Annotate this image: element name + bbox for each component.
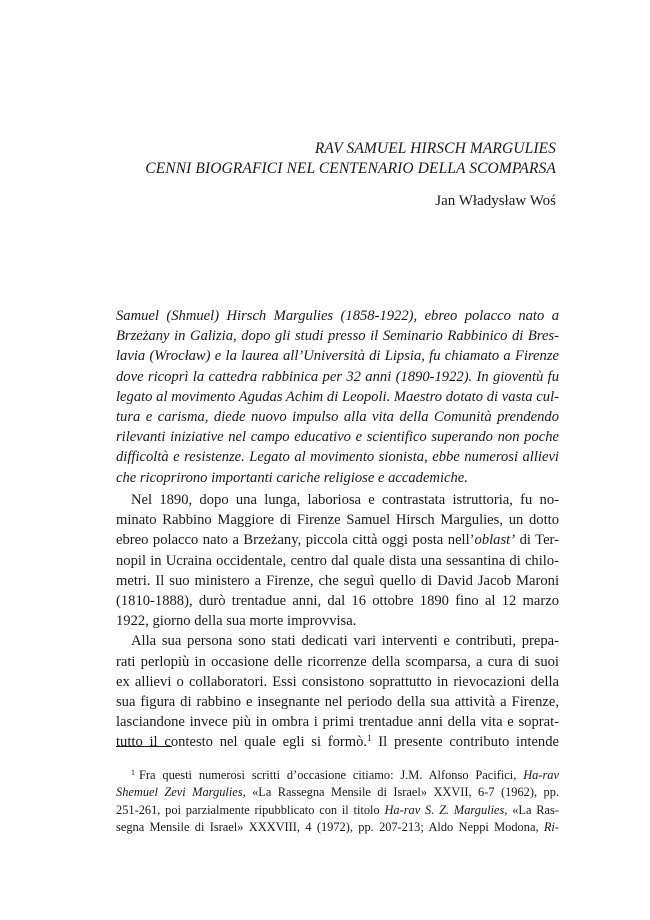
body-text-run: ebreo polacco nato a Brzeżany, piccola città oggi posta nell’	[116, 532, 475, 549]
body-line: lasciandone invece più in ombra i primi trentadue anni della vita e soprat-	[116, 714, 559, 731]
body-line: Alla sua persona sono stati dedicati vari interventi e contributi, prepa-	[131, 633, 559, 650]
footnote-text-run: segna Mensile di Israel» XXXVIII, 4 (1972), pp. 207-213; Aldo Neppi Modona,	[116, 820, 544, 835]
body-text	[116, 490, 559, 753]
body-text-run: tutto il contesto nel quale egli si formò.	[116, 734, 368, 751]
oblast-term: oblast’	[474, 532, 516, 549]
footnote-line	[116, 767, 559, 784]
footnote-text-run: Fra questi numerosi scritti d’occasione citiamo: J.M. Alfonso Pacifici,	[139, 768, 524, 782]
abstract-line: legato al movimento Agudas Achim di Leopoli. Maestro dotato di vasta cul-	[116, 388, 559, 405]
title-line-1: RAV SAMUEL HIRSCH MARGULIES	[314, 140, 556, 157]
abstract-line: Samuel (Shmuel) Hirsch Margulies (1858-1922), ebreo polacco nato a	[116, 308, 559, 324]
abstract	[116, 306, 559, 488]
paragraph-2	[116, 631, 559, 752]
footnote-number: 1	[131, 768, 135, 777]
footnote-text-run: , «La Ras-	[504, 802, 559, 817]
abstract-line: dove ricoprì la cattedra rabbinica per 32 anni (1890-1922). In gioventù fu	[116, 368, 559, 385]
footnote-line	[116, 802, 559, 819]
abstract-line: difficoltà e resistenze. Legato al movimento sionista, ebbe numerosi allievi	[116, 449, 559, 466]
abstract-line: che ricoprirono importanti cariche religiose e accademiche.	[116, 469, 468, 486]
body-line: minato Rabbino Maggiore di Firenze Samuel Hirsch Margulies, un dotto	[116, 512, 559, 529]
article-title	[110, 139, 556, 179]
paragraph-1	[116, 490, 559, 631]
footnote-title-run: Shemuel Zevi Margulies	[116, 785, 243, 800]
body-line: 1922, giorno della sua morte improvvisa.	[116, 613, 357, 630]
footnote-title-run: Ri-	[543, 820, 559, 835]
body-text-run: Il presente contributo intende	[371, 734, 559, 751]
footnote-title-run: Ha-rav	[523, 768, 559, 782]
footnote-text-run: 251-261, poi parzialmente ripubblicato con il titolo	[116, 802, 385, 817]
body-line: Nel 1890, dopo una lunga, laboriosa e contrastata istruttoria, fu no-	[131, 492, 559, 508]
body-line: metri. Il suo ministero a Firenze, che seguì quello di David Jacob Maroni	[116, 572, 559, 589]
footnote-separator	[116, 746, 172, 747]
footnote-reference[interactable]: 1	[367, 733, 372, 744]
body-line: ex allievi o collaboratori. Essi consistono soprattutto in rievocazioni della	[116, 673, 559, 690]
footnote	[116, 767, 559, 837]
author-name: Jan Władysław Woś	[435, 193, 556, 209]
abstract-line: rilevanti iniziative nel campo educativo e scientifico superando non poche	[116, 429, 559, 446]
footnote-text-run: , «La Rassegna Mensile di Israel» XXVII, 6-7 (1962), pp.	[242, 785, 559, 800]
abstract-line: Brzeżany in Galizia, dopo gli studi presso il Seminario Rabbinico di Bres-	[116, 328, 559, 345]
body-line: sua figura di rabbino e insegnante nel periodo della sua attività a Firenze,	[116, 694, 559, 711]
title-line-2: CENNI BIOGRAFICI NEL CENTENARIO DELLA SCOMPARSA	[145, 160, 556, 177]
abstract-line: lavia (Wrocław) e la laurea all’Università di Lipsia, fu chiamato a Firenze	[116, 348, 559, 365]
body-line	[116, 732, 559, 752]
footnote-line	[116, 819, 559, 836]
body-line: rati perlopiù in occasione delle ricorrenze della scomparsa, a cura di suoi	[116, 653, 559, 670]
footnote-title-run: Ha-rav S. Z. Margulies	[384, 802, 505, 817]
footnote-line	[116, 784, 559, 801]
body-text-run: di Ter-	[515, 532, 559, 549]
body-line: nopil in Ucraina occidentale, centro dal quale dista una sessantina di chilo-	[116, 552, 559, 569]
body-line: (1810-1888), durò trentadue anni, dal 16 ottobre 1890 fino al 12 marzo	[116, 593, 559, 610]
body-line	[116, 530, 559, 550]
abstract-line: tura e carisma, diede nuovo impulso alla vita della Comunità prendendo	[116, 409, 559, 426]
